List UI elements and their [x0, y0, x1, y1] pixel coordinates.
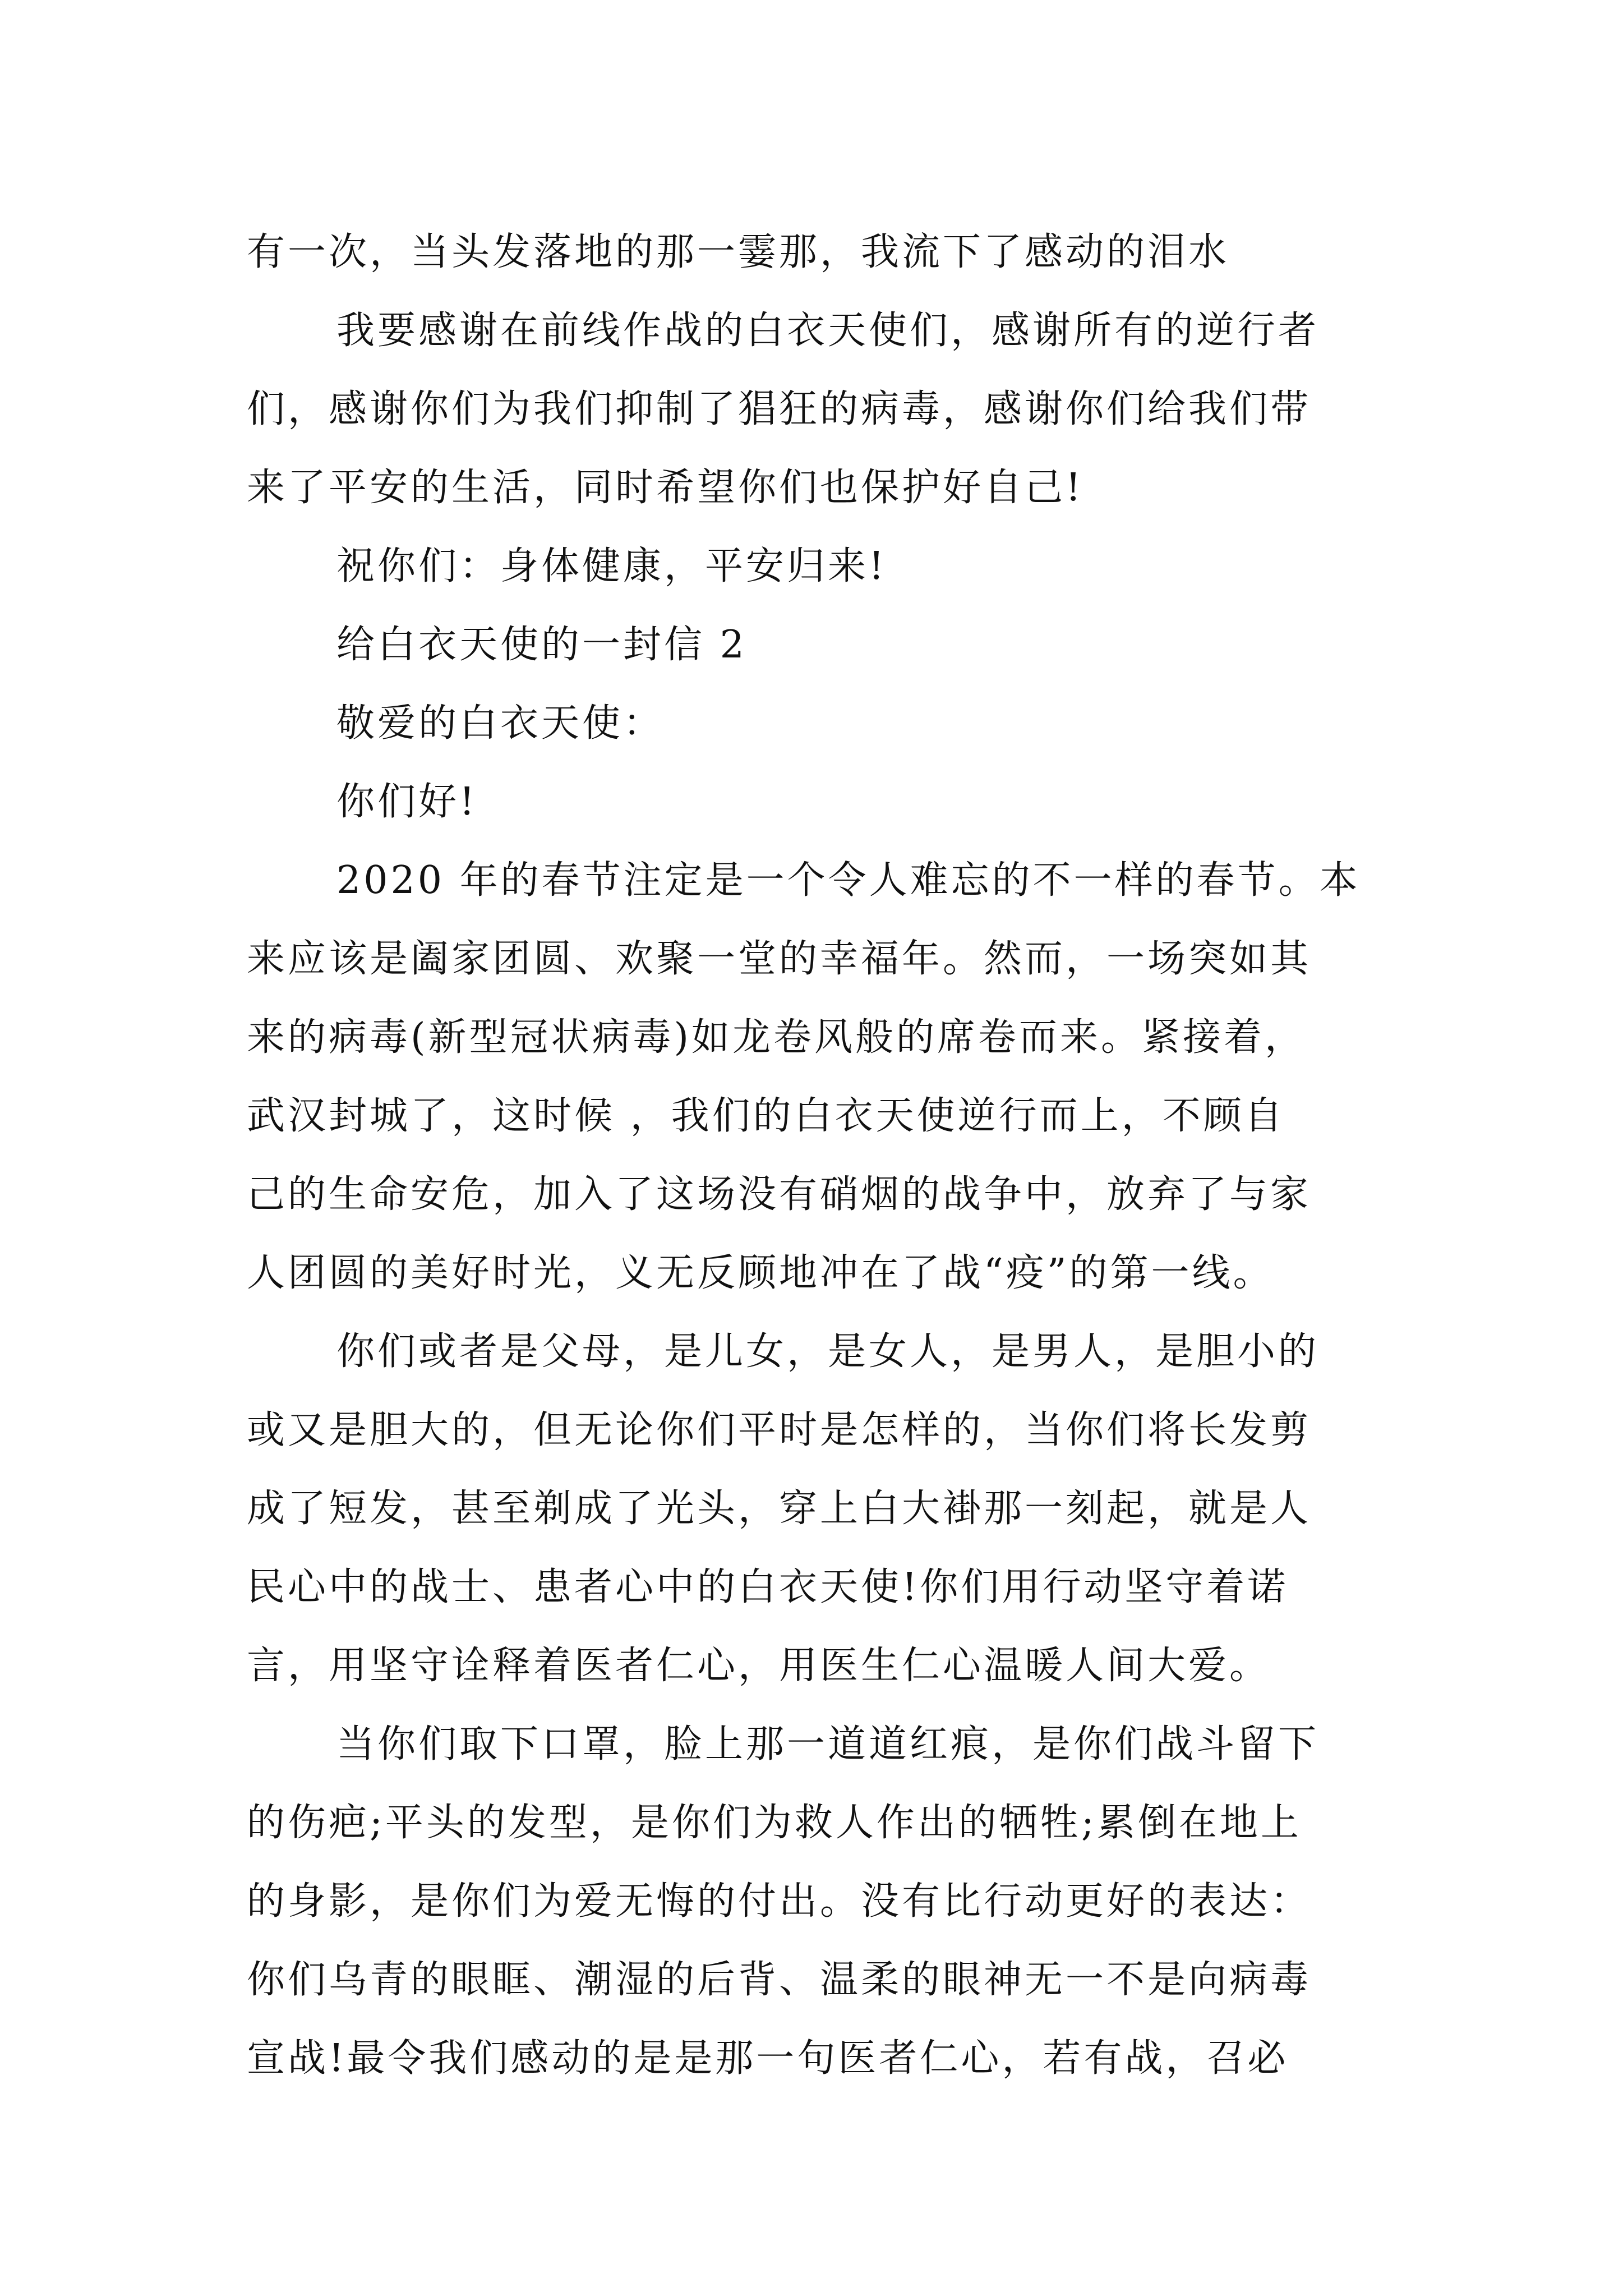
text-line: 民心中的战士、患者心中的白衣天使!你们用行动坚守着诺 [247, 1565, 1289, 1609]
letter-body [247, 213, 1385, 2098]
text-line: 的伤疤;平头的发型，是你们为救人作出的牺牲;累倒在地上 [247, 1801, 1302, 1845]
text-line: 己的生命安危，加入了这场没有硝烟的战争中，放弃了与家 [247, 1172, 1312, 1217]
paragraph-start-line: 我要感谢在前线作战的白衣天使们，感谢所有的逆行者 [336, 309, 1320, 353]
text-line: 来应该是阖家团圆、欢聚一堂的幸福年。然而，一场突如其 [247, 937, 1312, 981]
paragraph-start-line: 2020 年的春节注定是一个令人难忘的不一样的春节。本 [336, 858, 1361, 903]
text-line: 来的病毒(新型冠状病毒)如龙卷风般的席卷而来。紧接着， [247, 1015, 1306, 1060]
text-line: 们，感谢你们为我们抑制了猖狂的病毒，感谢你们给我们带 [247, 387, 1312, 431]
text-line: 人团圆的美好时光，义无反顾地冲在了战“疫”的第一线。 [247, 1251, 1274, 1295]
salutation: 敬爱的白衣天使： [336, 701, 665, 746]
text-line: 有一次，当头发落地的那一霎那，我流下了感动的泪水 [247, 230, 1230, 274]
text-line: 武汉封城了，这时候 ，我们的白衣天使逆行而上，不顾自 [247, 1094, 1285, 1138]
greeting: 你们好! [336, 780, 478, 824]
blessing-line: 祝你们：身体健康，平安归来! [336, 544, 887, 588]
paragraph-start-line: 当你们取下口罩，脸上那一道道红痕，是你们战斗留下 [336, 1722, 1320, 1766]
text-line: 言，用坚守诠释着医者仁心，用医生仁心温暖人间大爱。 [247, 1644, 1271, 1688]
text-line: 成了短发，甚至剃成了光头，穿上白大褂那一刻起，就是人 [247, 1487, 1312, 1531]
text-line: 或又是胆大的，但无论你们平时是怎样的，当你们将长发剪 [247, 1408, 1312, 1452]
text-line: 的身影，是你们为爱无悔的付出。没有比行动更好的表达： [247, 1879, 1312, 1924]
text-line: 宣战!最令我们感动的是是那一句医者仁心，若有战，召必 [247, 2036, 1289, 2081]
text-line: 你们乌青的眼眶、潮湿的后背、温柔的眼神无一不是向病毒 [247, 1958, 1312, 2002]
paragraph-start-line: 你们或者是父母，是儿女，是女人，是男人，是胆小的 [336, 1329, 1320, 1374]
letter-title: 给白衣天使的一封信 2 [336, 623, 747, 667]
text-line: 来了平安的生活，同时希望你们也保护好自己! [247, 466, 1084, 510]
